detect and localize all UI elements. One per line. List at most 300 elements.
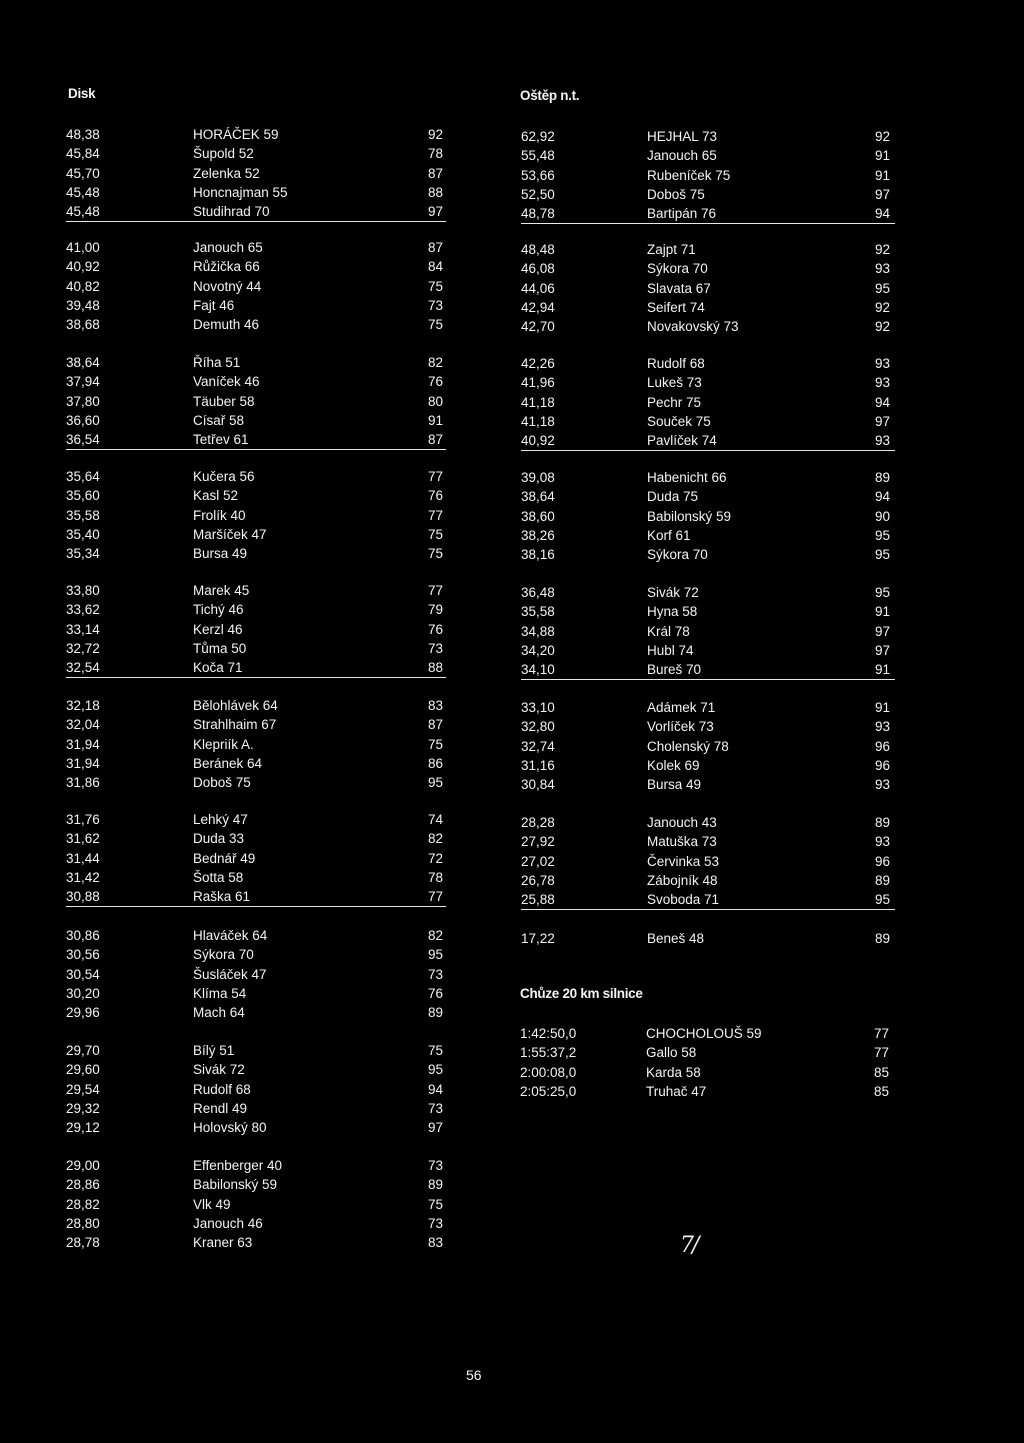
result-year: 92 [875,319,891,335]
result-performance: 32,18 [66,698,100,713]
result-performance: 46,08 [521,261,555,277]
result-performance: 32,04 [66,717,100,733]
result-performance: 25,88 [521,892,555,908]
athlete-name: Mach 64 [193,1005,245,1021]
result-performance: 31,42 [66,869,100,885]
result-year: 89 [428,1005,444,1021]
result-year: 89 [875,931,891,946]
result-performance: 31,94 [66,755,100,771]
result-performance: 32,80 [521,719,555,735]
result-row [66,984,446,1003]
result-year: 95 [428,1062,444,1078]
result-group [66,696,446,792]
athlete-name: Tůma 50 [193,640,247,656]
result-row [521,487,895,506]
result-performance: 29,54 [66,1081,100,1097]
result-year: 97 [875,642,891,658]
result-performance: 55,48 [521,148,555,164]
result-group [521,127,895,224]
result-year: 83 [428,698,444,713]
result-performance: 36,54 [66,432,100,448]
result-performance: 2:05:25,0 [520,1083,577,1099]
result-row [521,279,895,298]
athlete-name: Kolek 69 [647,757,700,773]
result-group [521,583,895,680]
athlete-name: Cholenský 78 [647,738,729,754]
athlete-name: Gallo 58 [646,1045,697,1061]
result-year: 88 [428,660,444,676]
result-row [66,183,446,202]
athlete-name: Kučera 56 [193,469,255,484]
athlete-name: Souček 75 [647,413,711,429]
athlete-name: Adámek 71 [647,700,716,715]
left-section-title: Disk [68,86,96,101]
result-year: 87 [428,165,444,181]
athlete-name: Bureš 70 [647,662,702,678]
result-performance: 31,76 [66,812,100,827]
athlete-name: Beneš 48 [647,931,705,946]
walk-results-list [520,1024,890,1101]
result-performance: 29,60 [66,1062,100,1078]
athlete-name: Slavata 67 [647,280,711,296]
result-year: 77 [874,1026,890,1041]
result-row [66,810,446,829]
result-performance: 29,12 [66,1120,100,1136]
result-year: 73 [428,1215,444,1231]
result-year: 78 [428,146,444,162]
result-row [66,581,446,600]
athlete-name: Sýkora 70 [647,261,708,277]
athlete-name: Sivák 72 [647,585,699,600]
result-row [521,602,895,621]
result-performance: 33,14 [66,621,100,637]
athlete-name: Tetřev 61 [193,432,249,448]
result-row [66,658,446,677]
athlete-name: Janouch 46 [193,1215,263,1231]
result-row [521,583,895,602]
result-row [66,277,446,296]
result-year: 80 [428,393,444,409]
athlete-name: Vaníček 46 [193,374,260,390]
result-performance: 28,80 [66,1215,100,1231]
handwritten-note: 7/ [680,1233,698,1258]
result-performance: 48,48 [521,242,555,257]
result-performance: 39,08 [521,470,555,485]
result-performance: 40,92 [521,433,555,449]
athlete-name: Bursa 49 [193,546,248,562]
result-year: 78 [428,869,444,885]
athlete-name: Honcnajman 55 [193,184,288,200]
athlete-name: Pavlíček 74 [647,433,717,449]
result-year: 75 [428,317,444,333]
result-year: 94 [428,1081,444,1097]
athlete-name: Marek 45 [193,583,250,598]
result-row [66,1195,446,1214]
athlete-name: Bednář 49 [193,850,256,866]
result-year: 91 [428,412,444,428]
result-year: 85 [874,1064,890,1080]
result-year: 96 [875,853,891,869]
result-row [521,929,895,948]
athlete-name: Duda 75 [647,489,699,505]
result-year: 75 [428,1196,444,1212]
athlete-name: Šupold 52 [193,146,254,162]
result-performance: 35,58 [521,604,555,620]
result-year: 97 [875,413,891,429]
result-performance: 27,92 [521,834,555,850]
result-group [66,1156,446,1252]
athlete-name: Novotný 44 [193,278,262,294]
result-performance: 34,10 [521,662,555,678]
result-year: 89 [875,815,891,830]
athlete-name: Demuth 46 [193,317,260,333]
athlete-name: Růžička 66 [193,259,260,275]
athlete-name: Seifert 74 [647,299,705,315]
result-year: 96 [875,738,891,754]
result-year: 77 [428,507,444,523]
result-row [521,317,895,336]
result-year: 73 [428,1100,444,1116]
result-row [66,430,446,449]
athlete-name: Vlk 49 [193,1196,231,1212]
result-year: 91 [875,700,891,715]
athlete-name: Korf 61 [647,527,691,543]
result-performance: 45,70 [66,165,100,181]
result-row [66,353,446,372]
result-year: 93 [875,834,891,850]
result-row [521,641,895,660]
athlete-name: Strahlhaim 67 [193,717,277,733]
result-year: 87 [428,240,444,255]
athlete-name: HEJHAL 73 [647,129,718,144]
result-row [66,257,446,276]
result-year: 73 [428,640,444,656]
result-year: 92 [875,129,891,144]
result-row [66,773,446,792]
result-row [66,372,446,391]
result-performance: 1:55:37,2 [520,1045,577,1061]
athlete-name: Zajpt 71 [647,242,696,257]
result-row [521,852,895,871]
athlete-name: Zelenka 52 [193,165,260,181]
result-performance: 48,78 [521,206,555,222]
result-year: 97 [428,1120,444,1136]
athlete-name: HORÁČEK 59 [193,127,279,142]
athlete-name: Sivák 72 [193,1062,245,1078]
result-performance: 39,48 [66,297,100,313]
athlete-name: Babilonský 59 [193,1177,278,1193]
result-year: 94 [875,489,891,505]
result-performance: 38,64 [66,355,100,370]
athlete-name: Sýkora 70 [647,547,708,563]
result-row [66,965,446,984]
result-year: 73 [428,966,444,982]
athlete-name: Janouch 65 [647,148,717,164]
result-row [521,298,895,317]
result-year: 95 [875,547,891,563]
result-year: 97 [875,186,891,202]
athlete-name: Babilonský 59 [647,508,732,524]
result-row [521,127,895,146]
result-performance: 33,80 [66,583,100,598]
athlete-name: Svoboda 71 [647,892,720,908]
result-row [521,431,895,450]
result-performance: 41,00 [66,240,100,255]
athlete-name: Hyna 58 [647,604,698,620]
result-row [521,660,895,679]
athlete-name: Hubl 74 [647,642,694,658]
athlete-name: Doboš 75 [193,775,251,791]
result-row [521,507,895,526]
result-year: 84 [428,259,444,275]
result-performance: 31,86 [66,775,100,791]
result-row [66,164,446,183]
result-year: 95 [428,947,444,963]
athlete-name: Täuber 58 [193,393,255,409]
result-row [66,1156,446,1175]
result-performance: 30,86 [66,928,100,943]
athlete-name: Janouch 65 [193,240,263,255]
athlete-name: Lehký 47 [193,812,248,827]
athlete-name: Rubeníček 75 [647,167,731,183]
result-performance: 37,94 [66,374,100,390]
result-performance: 35,58 [66,507,100,523]
athlete-name: Kraner 63 [193,1235,253,1251]
result-year: 77 [874,1045,890,1061]
result-performance: 34,88 [521,623,555,639]
result-performance: 38,60 [521,508,555,524]
athlete-name: Koča 71 [193,660,243,676]
result-performance: 29,00 [66,1158,100,1173]
athlete-name: Lukeš 73 [647,375,702,391]
result-group [66,353,446,450]
result-row [521,354,895,373]
result-row [520,1063,890,1082]
athlete-name: Truhač 47 [646,1083,707,1099]
athlete-name: Šusláček 47 [193,966,267,982]
result-row [521,166,895,185]
result-year: 91 [875,167,891,183]
result-group [66,1041,446,1137]
result-row [66,525,446,544]
result-performance: 45,48 [66,184,100,200]
result-row [66,1041,446,1060]
result-group [66,926,446,1022]
result-year: 93 [875,433,891,449]
result-row [66,467,446,486]
result-year: 93 [875,719,891,735]
result-row [66,1118,446,1137]
result-performance: 31,62 [66,831,100,847]
athlete-name: Císař 58 [193,412,245,428]
result-row [521,622,895,641]
athlete-name: Raška 61 [193,889,251,905]
athlete-name: Novakovský 73 [647,319,739,335]
result-year: 73 [428,297,444,313]
result-group [521,468,895,564]
result-year: 95 [875,280,891,296]
result-year: 93 [875,375,891,391]
result-year: 91 [875,662,891,678]
result-performance: 41,18 [521,394,555,410]
athlete-name: Bělohlávek 64 [193,698,278,713]
result-year: 92 [875,242,891,257]
result-year: 77 [428,889,444,905]
result-row [520,1082,890,1101]
result-performance: 33,62 [66,602,100,618]
right-section-title: Oštěp n.t. [520,88,580,103]
athlete-name: Matuška 73 [647,834,717,850]
result-year: 94 [875,394,891,410]
result-year: 75 [428,736,444,752]
result-row [66,600,446,619]
result-performance: 41,96 [521,375,555,391]
result-performance: 28,86 [66,1177,100,1193]
result-row [520,1043,890,1062]
result-row [521,756,895,775]
athlete-name: Maršíček 47 [193,526,267,542]
result-year: 79 [428,602,444,618]
athlete-name: Hlaváček 64 [193,928,268,943]
result-year: 87 [428,717,444,733]
result-year: 97 [875,623,891,639]
result-performance: 42,94 [521,299,555,315]
result-performance: 36,60 [66,412,100,428]
result-row [66,1003,446,1022]
result-row [66,544,446,563]
result-performance: 31,16 [521,757,555,773]
result-row [521,775,895,794]
result-performance: 26,78 [521,872,555,888]
result-row [521,393,895,412]
athlete-name: Tichý 46 [193,602,244,618]
result-row [521,373,895,392]
result-year: 76 [428,621,444,637]
result-year: 95 [875,892,891,908]
result-row [66,1233,446,1252]
result-row [66,754,446,773]
result-row [66,945,446,964]
result-row [66,620,446,639]
athlete-name: Duda 33 [193,831,245,847]
result-year: 75 [428,546,444,562]
result-row [521,890,895,909]
result-year: 93 [875,261,891,277]
result-year: 75 [428,526,444,542]
athlete-name: Janouch 43 [647,815,717,830]
result-row [521,737,895,756]
result-year: 92 [875,299,891,315]
result-row [521,717,895,736]
result-row [66,125,446,144]
result-performance: 31,44 [66,850,100,866]
result-year: 97 [428,204,444,220]
result-year: 76 [428,488,444,504]
result-performance: 37,80 [66,393,100,409]
athlete-name: Karda 58 [646,1064,701,1080]
result-performance: 38,16 [521,547,555,563]
result-row [66,715,446,734]
athlete-name: Kerzl 46 [193,621,243,637]
result-year: 77 [428,583,444,598]
result-performance: 52,50 [521,186,555,202]
result-year: 85 [874,1083,890,1099]
result-row [66,392,446,411]
result-group [521,698,895,794]
result-year: 95 [875,585,891,600]
result-performance: 36,48 [521,585,555,600]
result-row [521,185,895,204]
result-year: 93 [875,777,891,793]
result-performance: 2:00:08,0 [520,1064,577,1080]
result-year: 75 [428,278,444,294]
result-row [66,238,446,257]
result-group [66,238,446,334]
result-year: 91 [875,604,891,620]
result-year: 91 [875,148,891,164]
result-performance: 32,74 [521,738,555,754]
result-year: 90 [875,508,891,524]
result-performance: 30,54 [66,966,100,982]
athlete-name: Bartipán 76 [647,206,717,222]
result-performance: 45,48 [66,204,100,220]
result-row [66,506,446,525]
athlete-name: Fajt 46 [193,297,235,313]
result-row [521,871,895,890]
athlete-name: Klíma 54 [193,985,247,1001]
result-performance: 62,92 [521,129,555,144]
athlete-name: Rendl 49 [193,1100,248,1116]
result-year: 94 [875,206,891,222]
athlete-name: Říha 51 [193,355,241,370]
result-row [66,1080,446,1099]
athlete-name: Zábojník 48 [647,872,718,888]
result-performance: 45,84 [66,146,100,162]
result-year: 87 [428,432,444,448]
result-performance: 35,34 [66,546,100,562]
result-year: 73 [428,1158,444,1173]
result-performance: 30,56 [66,947,100,963]
athlete-name: Klepriík A. [193,736,254,752]
result-row [66,735,446,754]
result-row [66,887,446,906]
result-row [521,240,895,259]
result-row [66,849,446,868]
result-performance: 30,88 [66,889,100,905]
result-performance: 28,78 [66,1235,100,1251]
result-performance: 32,72 [66,640,100,656]
athlete-name: Beránek 64 [193,755,263,771]
result-row [521,832,895,851]
athlete-name: Vorlíček 73 [647,719,714,735]
result-year: 72 [428,850,444,866]
result-row [521,204,895,223]
athlete-name: Pechr 75 [647,394,702,410]
result-year: 77 [428,469,444,484]
result-row [66,926,446,945]
result-row [66,1214,446,1233]
athlete-name: Holovský 80 [193,1120,267,1136]
result-year: 88 [428,184,444,200]
result-performance: 29,96 [66,1005,100,1021]
athlete-name: Král 78 [647,623,690,639]
result-performance: 28,82 [66,1196,100,1212]
result-row [66,144,446,163]
result-row [66,486,446,505]
result-row [521,698,895,717]
result-group [521,240,895,336]
result-row [521,526,895,545]
